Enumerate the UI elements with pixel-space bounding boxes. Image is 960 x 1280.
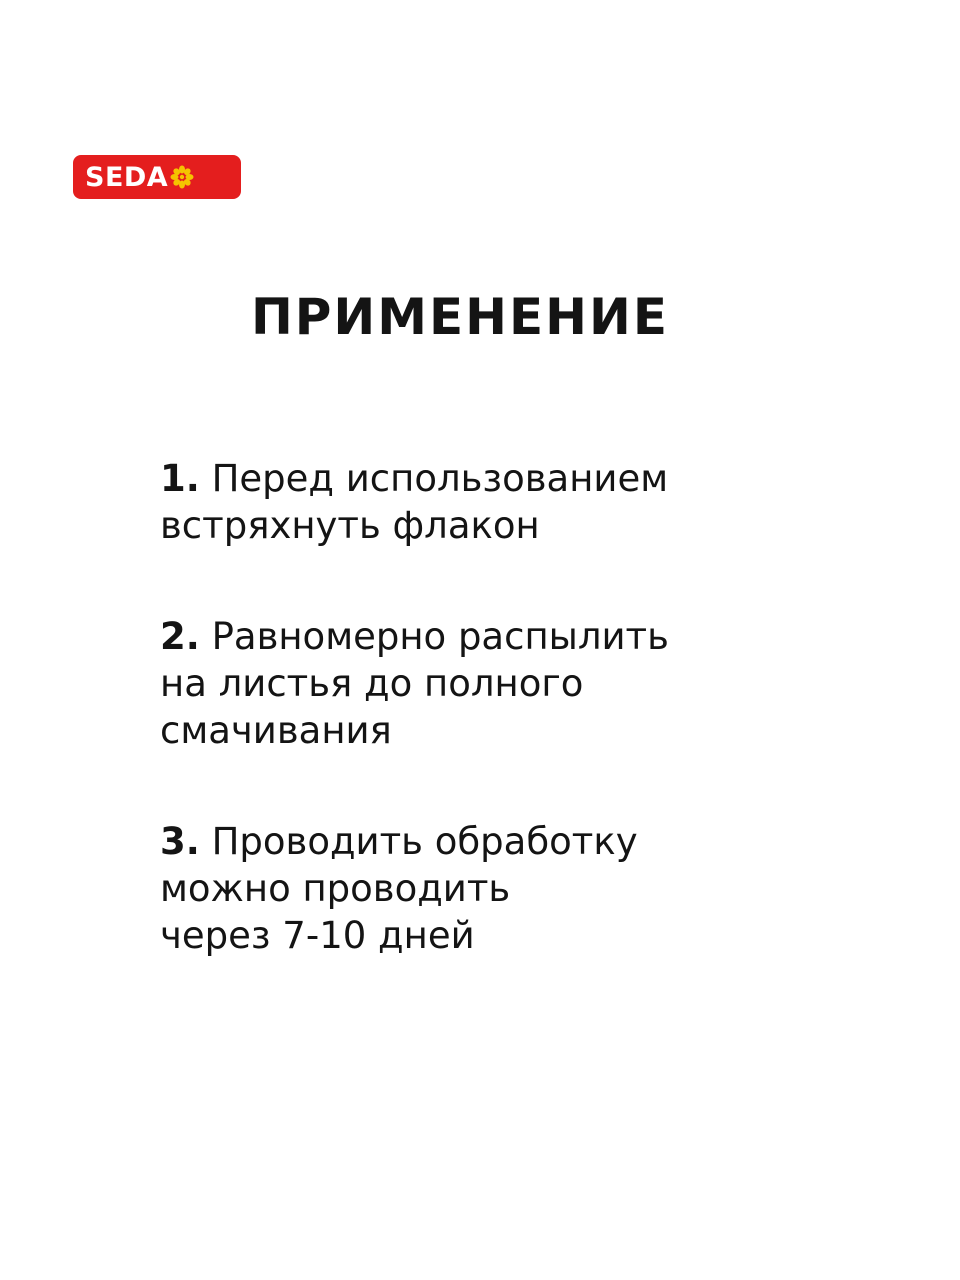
step-number: 1. (160, 457, 200, 500)
step-number: 3. (160, 820, 200, 863)
step-text: Перед использованием (211, 457, 669, 500)
step-text: через 7-10 дней (160, 914, 475, 957)
step-line (160, 455, 920, 502)
page-title: ПРИМЕНЕНИЕ (250, 288, 670, 346)
step-text: можно проводить (160, 867, 511, 910)
step-line (160, 818, 920, 865)
daisy-flower-icon (170, 165, 194, 189)
steps-list (160, 455, 920, 959)
logo-text: SEDA (85, 161, 169, 193)
step-item (160, 613, 920, 754)
step-text: смачивания (160, 709, 392, 752)
step-number: 2. (160, 615, 200, 658)
step-text: на листья до полного (160, 662, 584, 705)
step-item (160, 818, 920, 959)
seda-logo (73, 155, 241, 199)
step-line (160, 613, 920, 660)
step-text: Равномерно распылить (211, 615, 669, 658)
step-text: Проводить обработку (211, 820, 638, 863)
step-text: встряхнуть флакон (160, 504, 540, 547)
step-item (160, 455, 920, 549)
